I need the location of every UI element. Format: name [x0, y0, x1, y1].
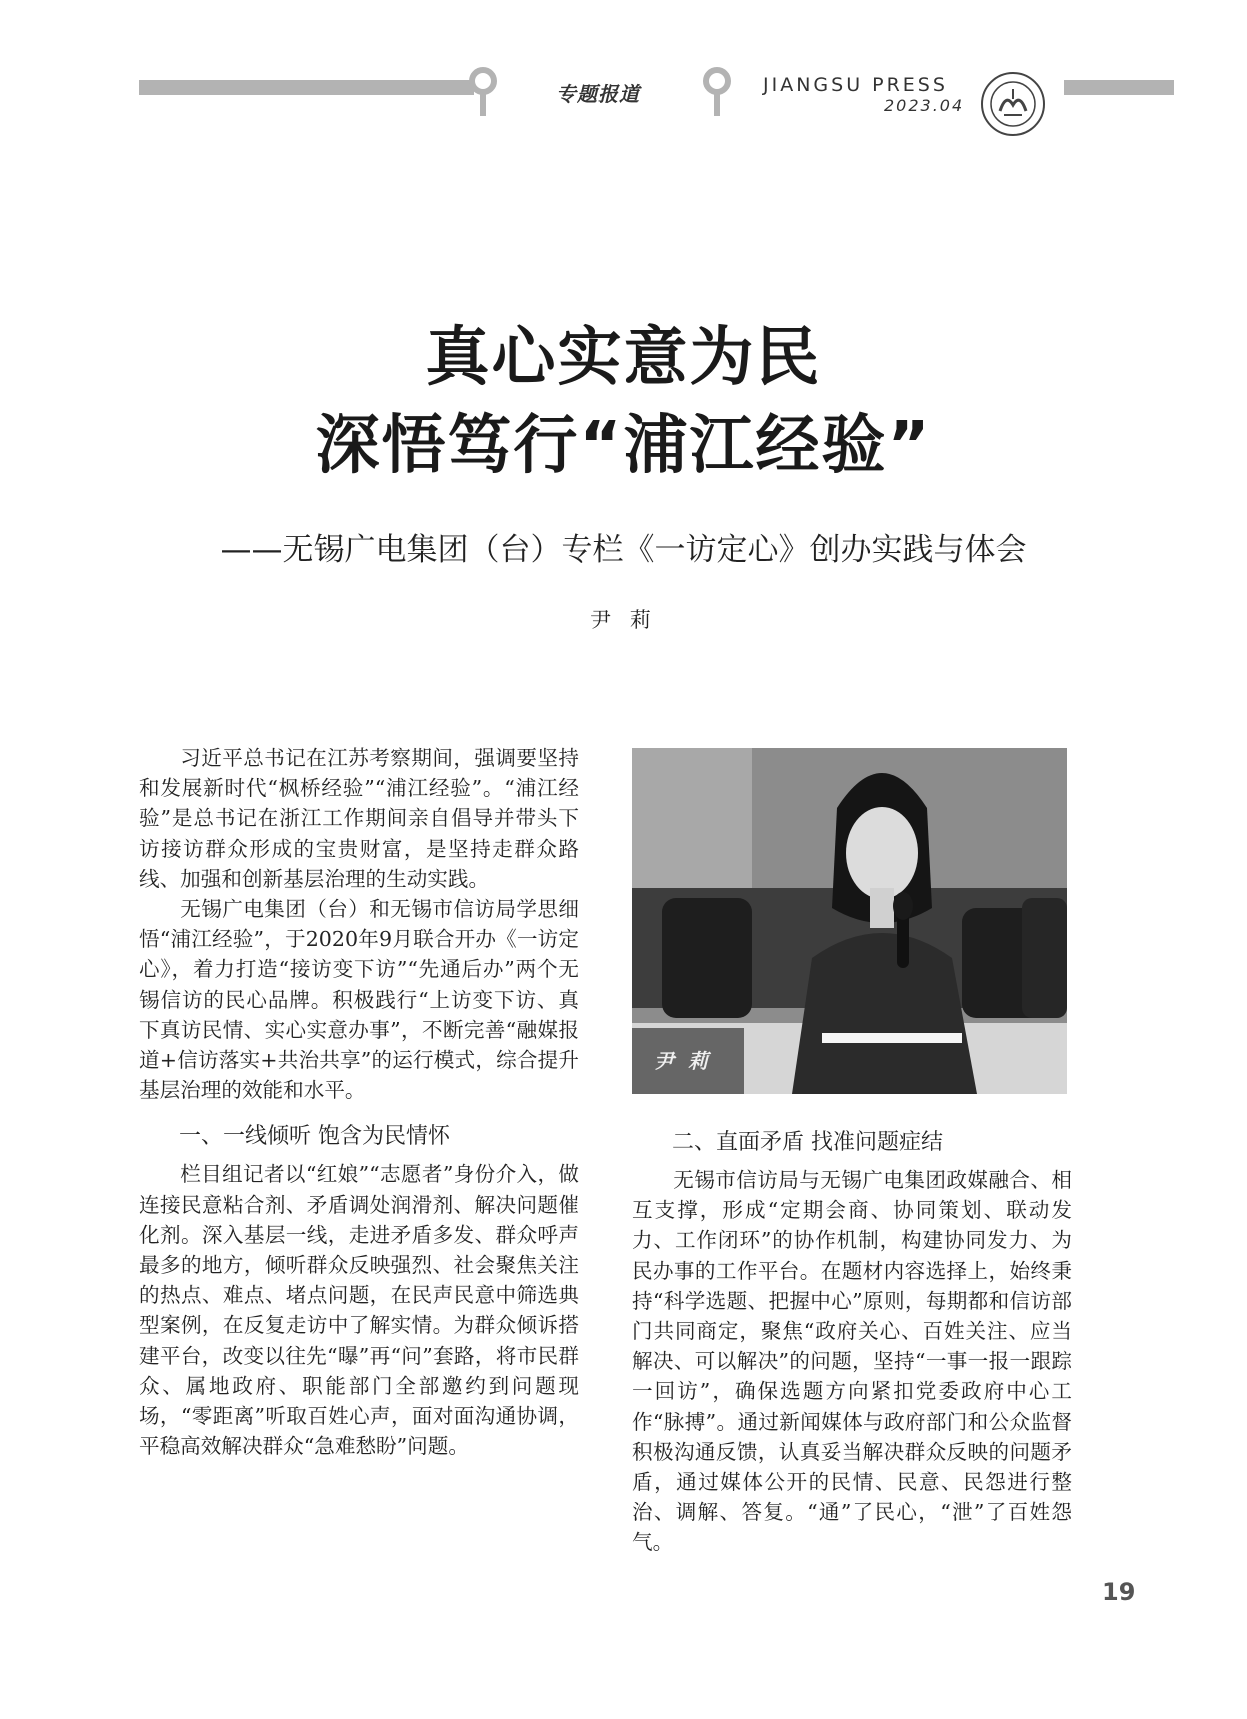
- issue-number: 2023.04: [884, 96, 965, 115]
- section-heading: 一、一线倾听 饱含为民情怀: [179, 1124, 450, 1150]
- right-column: [632, 1128, 1072, 1558]
- article-author: 尹 莉: [590, 608, 657, 632]
- map-pin-icon: [702, 66, 732, 118]
- article-title-line1: 真心实意为民: [425, 321, 822, 395]
- header-bar-right: [1064, 80, 1174, 95]
- paragraph: 习近平总书记在江苏考察期间，强调要坚持和发展新时代“枫桥经验”“浦江经验”。“浦江经验”是总书记在浙江工作期间亲自倡导并带头下访接访群众形成的宝贵财富，是坚持走群众路线、加强和创新基层治理的生动实践。: [139, 746, 579, 891]
- page-number: 19: [1102, 1578, 1136, 1606]
- section-label: 专题报道: [556, 82, 640, 106]
- nameplate: 尹莉: [632, 1028, 744, 1094]
- header-bar-left: [139, 80, 474, 95]
- map-pin-icon: [468, 66, 498, 118]
- paragraph: 无锡广电集团（台）和无锡市信访局学思细悟“浦江经验”，于2020年9月联合开办《一访定心》，着力打造“接访变下访”“先通后办”两个无锡信访的民心品牌。积极践行“上访变下访、真下真访民情、实心实意办事”，不断完善“融媒报道+信访落实+共治共享”的运行模式，综合提升基层治理的效能和水平。: [139, 897, 579, 1103]
- left-column: [139, 743, 579, 1461]
- article-subtitle: ——无锡广电集团（台）专栏《一访定心》创办实践与体会: [220, 532, 1027, 568]
- paragraph: 无锡市信访局与无锡广电集团政媒融合、相互支撑，形成“定期会商、协同策划、联动发力、工作闭环”的协作机制，构建协同发力、为民办事的工作平台。在题材内容选择上，始终秉持“科学选题、把握中心”原则，每期都和信访部门共同商定，聚焦“政府关心、百姓关注、应当解决、可以解决”的问题，坚持“一事一报一跟踪一回访”，确保选题方向紧扣党委政府中心工作“脉搏”。通过新闻媒体与政府部门和公众监督积极沟通反馈，认真妥当解决群众反映的问题矛盾，通过媒体公开的民情、民意、民怨进行整治、调解、答复。“通”了民心，“泄”了百姓怨气。: [632, 1168, 1072, 1555]
- article-title-line2: 深悟笃行“浦江经验”: [315, 409, 932, 483]
- reporter-photo: [632, 748, 1067, 1094]
- press-name: JIANGSU PRESS: [763, 74, 948, 96]
- section-heading: 二、直面矛盾 找准问题症结: [672, 1130, 943, 1155]
- association-seal-logo: [980, 71, 1046, 137]
- paragraph: 栏目组记者以“红娘”“志愿者”身份介入，做连接民意粘合剂、矛盾调处润滑剂、解决问题催化剂。深入基层一线，走进矛盾多发、群众呼声最多的地方，倾听群众反映强烈、社会聚焦关注的热点、难点、堵点问题，在民声民意中筛选典型案例，在反复走访中了解实情。为群众倾诉搭建平台，改变以往先“曝”再“问”套路，将市民群众、属地政府、职能部门全部邀约到问题现场，“零距离”听取百姓心声，面对面沟通协调，平稳高效解决群众“急难愁盼”问题。: [139, 1162, 579, 1459]
